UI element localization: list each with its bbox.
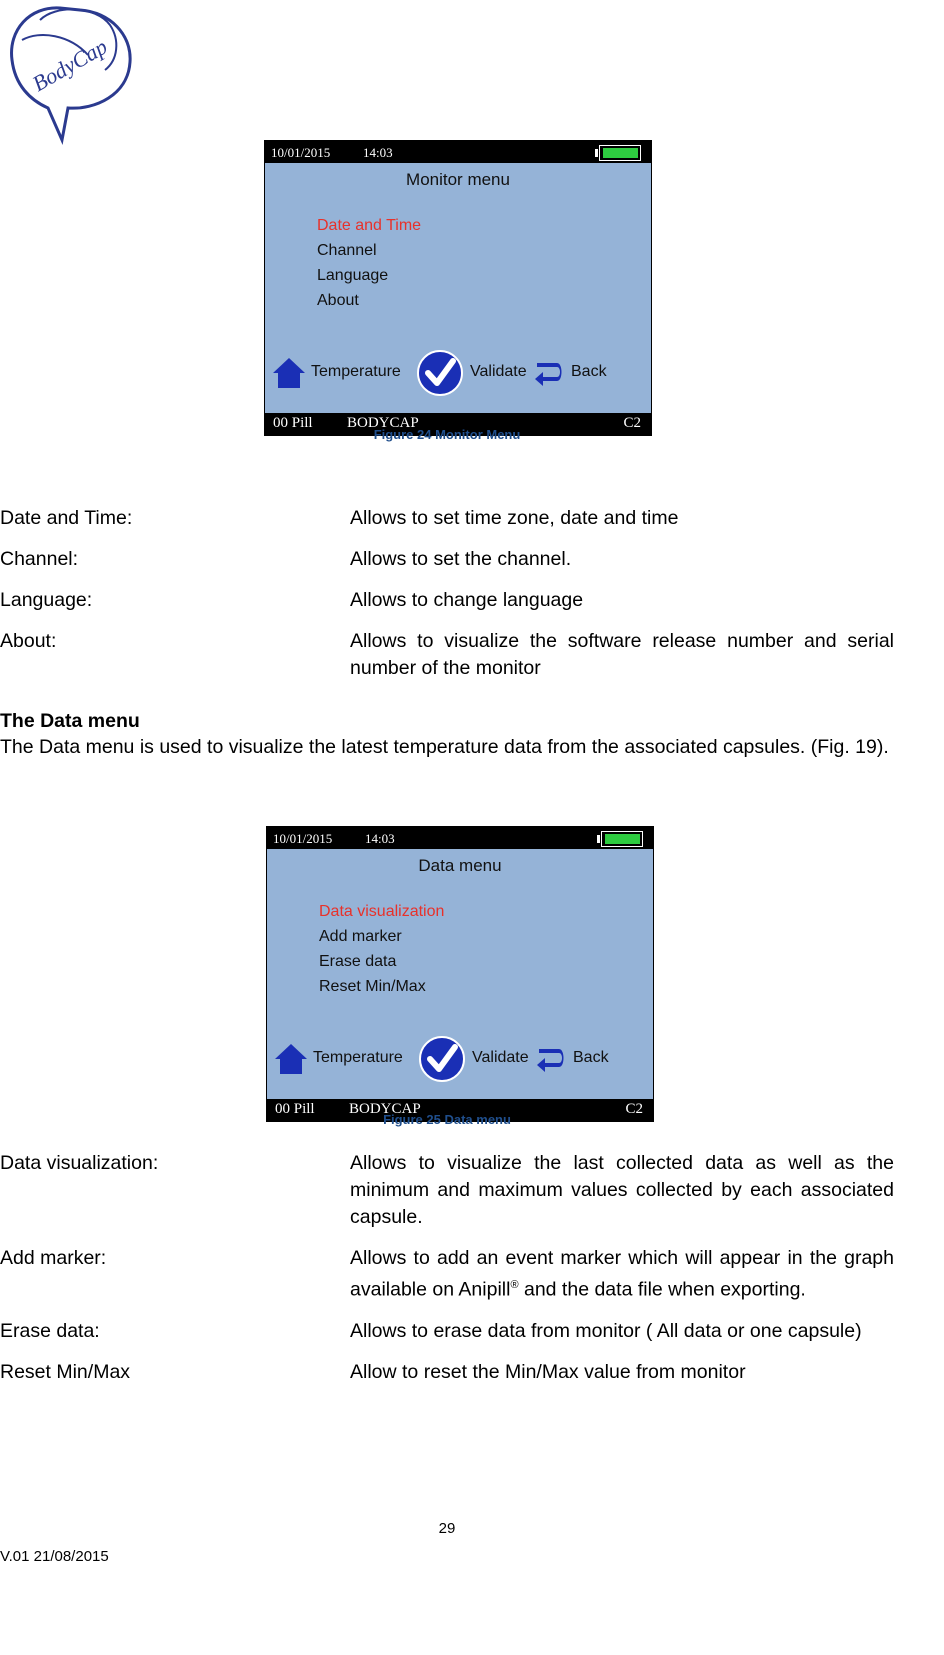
definition-row — [0, 587, 894, 614]
menu-item-data-visualization[interactable]: Data visualization — [319, 903, 445, 920]
definition-row — [0, 1150, 894, 1231]
home-icon[interactable] — [273, 1041, 309, 1077]
definition-desc: Allow to reset the Min/Max value from monitor — [350, 1360, 746, 1383]
definition-term: Data visualization: — [0, 1152, 159, 1174]
device-menu-title: Monitor menu — [406, 170, 510, 189]
section-paragraph: The Data menu is used to visualize the latest temperature data from the associated capsules. (Fig. 19). — [0, 736, 889, 758]
menu-item-erase-data[interactable]: Erase data — [319, 953, 397, 970]
figure-caption: Figure 24 Monitor Menu — [373, 427, 521, 442]
validate-check-icon[interactable] — [416, 349, 464, 397]
menu-item-channel[interactable]: Channel — [317, 242, 377, 259]
section-heading: The Data menu — [0, 710, 140, 732]
pill-count: 00 Pill — [275, 1101, 315, 1117]
version-info: V.01 21/08/2015 — [0, 1548, 109, 1565]
definition-term: Erase data: — [0, 1319, 100, 1342]
device-brand: BODYCAP — [349, 1101, 421, 1117]
definition-desc: Allows to visualize the last collected data as well as the minimum and maximum values collected by each associated capsule. — [350, 1152, 894, 1228]
softkey-validate[interactable]: Validate — [472, 1049, 529, 1066]
definition-term: Date and Time: — [0, 507, 133, 529]
softkey-validate[interactable]: Validate — [470, 363, 527, 380]
definition-row — [0, 505, 894, 532]
definition-desc: Allows to set time zone, date and time — [350, 507, 679, 529]
device-brand: BODYCAP — [347, 415, 419, 431]
definition-row — [0, 1245, 894, 1304]
figure-caption: Figure 25 Data menu — [383, 1112, 511, 1127]
definition-term: Add marker: — [0, 1247, 107, 1269]
data-definitions — [0, 1150, 894, 1400]
battery-icon — [601, 831, 643, 847]
definition-row — [0, 1359, 894, 1386]
softkey-back[interactable]: Back — [573, 1049, 609, 1066]
definition-term: Language: — [0, 589, 93, 611]
menu-item-reset-min-max[interactable]: Reset Min/Max — [319, 978, 426, 995]
battery-icon — [599, 145, 641, 161]
definition-desc: Allows to change language — [350, 589, 584, 611]
device-time: 14:03 — [365, 831, 395, 846]
definition-desc-part: Allows to add an event marker which will appear in the graph available on Anipill — [350, 1247, 894, 1301]
definition-term: Channel: — [0, 548, 79, 570]
registered-mark: ® — [510, 1279, 519, 1291]
device-status-top — [265, 141, 651, 163]
softkey-bar — [267, 1035, 653, 1085]
back-arrow-icon[interactable] — [535, 1049, 565, 1073]
logo-text: BodyCap — [28, 33, 112, 97]
definition-desc: Allows to erase data from monitor ( All data or one capsule) — [350, 1319, 862, 1342]
device-menu-list — [317, 213, 421, 313]
pill-count: 00 Pill — [273, 415, 313, 431]
monitor-definitions — [0, 505, 894, 696]
data-menu-screenshot — [266, 826, 654, 1122]
definition-desc — [350, 1245, 894, 1304]
definition-desc: Allows to visualize the software release number and serial number of the monitor — [350, 630, 894, 679]
device-status-top — [267, 827, 653, 849]
definition-term: About: — [0, 630, 57, 652]
bodycap-logo — [0, 0, 140, 148]
definition-row — [0, 628, 894, 682]
menu-item-date-and-time[interactable]: Date and Time — [317, 217, 422, 234]
definition-desc-part: and the data file when exporting. — [518, 1278, 806, 1301]
softkey-temperature[interactable]: Temperature — [311, 363, 401, 380]
device-menu-title: Data menu — [418, 856, 502, 875]
device-time: 14:03 — [363, 145, 393, 160]
monitor-menu-screenshot — [264, 140, 652, 436]
device-date: 10/01/2015 — [271, 145, 331, 160]
back-arrow-icon[interactable] — [533, 363, 563, 387]
definition-row — [0, 546, 894, 573]
softkey-bar — [265, 349, 651, 399]
validate-check-icon[interactable] — [418, 1035, 466, 1083]
device-date: 10/01/2015 — [273, 831, 333, 846]
definition-term: Reset Min/Max — [0, 1360, 131, 1383]
definition-desc: Allows to set the channel. — [350, 548, 572, 570]
menu-item-about[interactable]: About — [317, 292, 359, 309]
home-icon[interactable] — [271, 355, 307, 391]
device-channel: C2 — [625, 1101, 643, 1117]
menu-item-language[interactable]: Language — [317, 267, 389, 284]
page-number: 29 — [438, 1520, 456, 1537]
device-channel: C2 — [623, 415, 641, 431]
device-menu-list — [319, 899, 444, 999]
softkey-back[interactable]: Back — [571, 363, 607, 380]
definition-row — [0, 1318, 894, 1345]
softkey-temperature[interactable]: Temperature — [313, 1049, 403, 1066]
menu-item-add-marker[interactable]: Add marker — [319, 928, 402, 945]
